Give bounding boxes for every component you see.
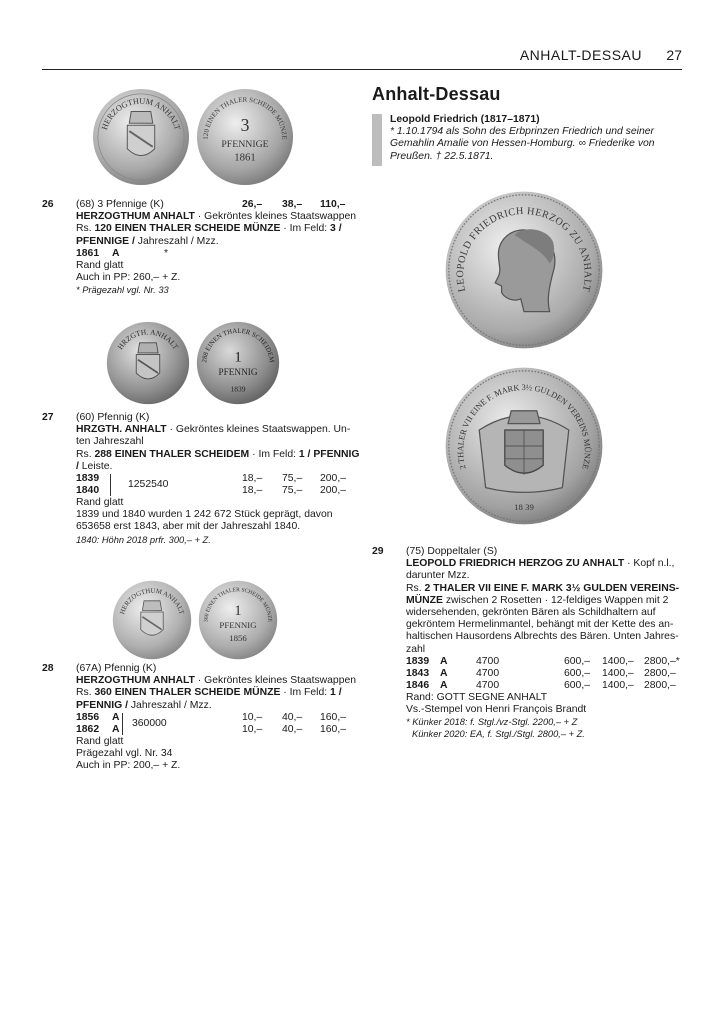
svg-text:1: 1 — [234, 349, 242, 366]
legend: PFENNIGE / — [76, 235, 135, 247]
coin-26-obverse-image — [92, 88, 190, 186]
mintage: 360000 — [132, 717, 167, 729]
price: 600,– — [564, 679, 591, 691]
description: gekröntem Hermelinmantel, behängt mit der Kette des an- — [406, 619, 674, 631]
price: 1400,– — [602, 667, 634, 679]
remark: 1839 und 1840 wurden 1 242 672 Stück geprägt, davon — [76, 509, 333, 521]
entry-header: (68) 3 Pfennige (K) — [76, 199, 164, 210]
coin-29-reverse-image — [444, 366, 604, 526]
year: 1839 — [406, 655, 430, 667]
year: 1856 — [76, 711, 100, 723]
svg-text:PFENNIG: PFENNIG — [218, 366, 258, 377]
coin-29-obverse-image — [444, 190, 604, 350]
price: 75,– — [282, 473, 303, 485]
legend: 120 EINEN THALER SCHEIDE MÜNZE — [94, 223, 281, 235]
price: 160,– — [320, 711, 347, 723]
remark: 653658 erst 1843, aber mit der Jahreszahl 1840. — [76, 521, 301, 533]
entry-header: (67A) Pfennig (K) — [76, 663, 157, 674]
description: · Im Feld: — [249, 448, 299, 460]
svg-text:2 THALER VII EINE F. MARK 3½ G: 2 THALER VII EINE F. MARK 3½ GULDEN VEREINS MÜNZE — [456, 383, 592, 471]
ruler-bio: Preußen. † 22.5.1871. — [390, 150, 494, 162]
rs-label: Rs. — [76, 448, 95, 460]
price: 75,– — [282, 485, 303, 497]
coin-28-reverse — [198, 580, 278, 660]
description: widersehenden, gekrönten Bären als Schildhaltern auf — [406, 607, 656, 619]
svg-text:HERZOGTHUM ANHALT: HERZOGTHUM ANHALT — [100, 96, 182, 132]
description: haltischen Hausordens Albrechts des Bären. Unten Jahres- — [406, 631, 679, 643]
page-number: 27 — [666, 47, 682, 63]
rs-label: Rs. — [76, 687, 95, 699]
description: · Gekröntes kleines Staatswappen — [194, 675, 357, 687]
coin-29-obverse — [444, 190, 604, 350]
mint-mark: A — [440, 679, 448, 691]
price-vz: 38,– — [282, 199, 303, 210]
svg-text:288 EINEN THALER SCHEIDEM: 288 EINEN THALER SCHEIDEM — [201, 327, 275, 364]
description: darunter Mzz. — [406, 570, 470, 582]
price: 600,– — [564, 667, 591, 679]
edge: Rand glatt — [76, 497, 124, 509]
proof-price: Auch in PP: 200,– + Z. — [76, 760, 181, 772]
coin-29-reverse — [444, 366, 604, 526]
year: 1840 — [76, 485, 100, 497]
legend: HRZGTH. ANHALT — [76, 424, 167, 436]
entry-number: 26 — [42, 199, 54, 210]
price: 200,– — [320, 485, 347, 497]
footnote: Künker 2020: EA, f. Stgl./Stgl. 2800,– + Z. — [412, 729, 585, 740]
entry-header: (60) Pfennig (K) — [76, 412, 150, 423]
description: ten Jahreszahl — [76, 436, 144, 448]
price: 18,– — [242, 473, 263, 485]
brace — [122, 713, 126, 735]
price: 2800,–* — [644, 655, 680, 667]
footnote: 1840: Höhn 2018 prfr. 300,– + Z. — [76, 534, 211, 545]
price: 1400,– — [602, 679, 634, 691]
year: 1846 — [406, 679, 430, 691]
entry-header: (75) Doppeltaler (S) — [406, 546, 498, 557]
price: 2800,– — [644, 667, 676, 679]
price: 600,– — [564, 655, 591, 667]
legend: 360 EINEN THALER SCHEIDE MÜNZE — [94, 687, 281, 699]
footnote: * Künker 2018: f. Stgl./vz-Stgl. 2200,– + Z — [406, 717, 578, 728]
mintage: 4700 — [476, 655, 500, 667]
price: 10,– — [242, 711, 263, 723]
year-table — [76, 712, 352, 736]
svg-text:HERZOGTHUM ANHALT: HERZOGTHUM ANHALT — [119, 587, 185, 616]
rs-label: Rs. — [406, 582, 425, 594]
svg-text:1839: 1839 — [230, 384, 246, 394]
legend: HERZOGTHUM ANHALT — [76, 675, 195, 687]
mint-mark: A — [440, 655, 448, 667]
edge: Rand: GOTT SEGNE ANHALT — [406, 691, 548, 703]
star-note: * — [164, 247, 169, 259]
coin-28-reverse-image — [198, 580, 278, 660]
coin-pair-27 — [106, 321, 280, 405]
svg-text:3: 3 — [240, 115, 250, 136]
price-ss: 26,– — [242, 199, 263, 210]
ruler-name: Leopold Friedrich (1817–1871) — [390, 114, 540, 125]
price: 1400,– — [602, 655, 634, 667]
svg-text:1: 1 — [234, 603, 242, 620]
ruler-bar — [372, 114, 382, 166]
entry-number: 27 — [42, 412, 54, 423]
description: · Kopf n.l., — [624, 558, 675, 570]
svg-text:HRZGTH. ANHALT: HRZGTH. ANHALT — [115, 327, 181, 352]
entry-number: 29 — [372, 546, 384, 557]
price-st: 110,– — [320, 199, 346, 210]
running-header — [42, 46, 682, 70]
price: 160,– — [320, 723, 347, 735]
legend: MÜNZE — [406, 594, 443, 606]
price: 10,– — [242, 723, 263, 735]
year-table — [406, 656, 682, 692]
mintage: 1252540 — [128, 479, 169, 491]
price: 18,– — [242, 485, 263, 497]
svg-text:360 EINEN THALER SCHEIDE MÜNZE: 360 EINEN THALER SCHEIDE MÜNZE — [203, 587, 273, 623]
description: · Gekröntes kleines Staatswappen — [194, 211, 357, 223]
section-title: Anhalt-Dessau — [372, 84, 501, 104]
coin-27-reverse — [196, 321, 280, 405]
mint-mark: A — [440, 667, 448, 679]
description: · Im Feld: — [280, 223, 331, 235]
price: 2800,– — [644, 679, 676, 691]
brace — [110, 474, 116, 496]
svg-text:18 39: 18 39 — [514, 502, 534, 512]
coin-27-reverse-image — [196, 321, 280, 405]
legend: LEOPOLD FRIEDRICH HERZOG ZU ANHALT — [406, 558, 625, 570]
coin-pair-26 — [92, 88, 294, 186]
coin-28-obverse — [112, 580, 192, 660]
description: Leiste. — [78, 460, 113, 472]
legend: / — [76, 460, 79, 472]
entry-number: 28 — [42, 663, 54, 674]
svg-text:1861: 1861 — [234, 151, 256, 164]
price: 40,– — [282, 711, 303, 723]
year: 1843 — [406, 667, 430, 679]
description: zahl — [406, 643, 426, 655]
price: 40,– — [282, 723, 303, 735]
svg-text:120 EINEN THALER SCHEIDE MÜNZE: 120 EINEN THALER SCHEIDE MÜNZE — [202, 96, 288, 140]
legend: 288 EINEN THALER SCHEIDEM — [94, 448, 250, 460]
coin-26-reverse-image — [196, 88, 294, 186]
description: zwischen 2 Rosetten · 12-feldiges Wappen mit 2 — [442, 594, 669, 606]
legend: HERZOGTHUM ANHALT — [76, 211, 195, 223]
mintage-reference: Prägezahl vgl. Nr. 34 — [76, 748, 173, 760]
legend: 1 / — [330, 687, 342, 699]
svg-text:PFENNIG: PFENNIG — [219, 620, 257, 630]
year: 1862 — [76, 723, 100, 735]
coin-26-obverse — [92, 88, 190, 186]
description: · Im Feld: — [280, 687, 331, 699]
legend: 2 THALER VII EINE F. MARK 3½ GULDEN VEREINS- — [424, 582, 680, 594]
mint-mark: A — [112, 711, 120, 723]
header-title: ANHALT-DESSAU — [519, 47, 642, 63]
svg-text:PFENNIGE: PFENNIGE — [221, 138, 269, 150]
ruler-box — [372, 114, 682, 168]
year: 1861 — [76, 247, 100, 259]
proof-price: Auch in PP: 260,– + Z. — [76, 272, 181, 284]
rs-label: Rs. — [76, 223, 95, 235]
edge: Rand glatt — [76, 735, 124, 747]
year-table — [76, 473, 352, 497]
description: · Gekröntes kleines Staatswappen. Un- — [166, 424, 351, 436]
coin-pair-28 — [112, 580, 278, 660]
mint-mark: A — [112, 247, 120, 259]
coin-26-reverse — [196, 88, 294, 186]
mintage: 4700 — [476, 679, 500, 691]
mint-mark: A — [112, 723, 120, 735]
legend: PFENNIG / — [76, 699, 128, 711]
svg-text:1856: 1856 — [229, 632, 247, 643]
edge: Rand glatt — [76, 260, 124, 272]
ruler-bio: * 1.10.1794 als Sohn des Erbprinzen Friedrich und seiner — [390, 126, 654, 138]
legend: 1 / PFENNIG — [298, 448, 360, 460]
ruler-bio: Gemahlin Amalie von Hessen-Homburg. ∞ Friederike von — [390, 138, 655, 150]
price: 200,– — [320, 473, 347, 485]
legend: 3 / — [330, 223, 342, 235]
description: Jahreszahl / Mzz. — [134, 235, 219, 247]
mintage: 4700 — [476, 667, 500, 679]
year: 1839 — [76, 473, 100, 485]
coin-28-obverse-image — [112, 580, 192, 660]
svg-text:LEOPOLD FRIEDRICH HERZOG ZU AN: LEOPOLD FRIEDRICH HERZOG ZU ANHALT — [455, 205, 593, 293]
die-engraver: Vs.-Stempel von Henri François Brandt — [406, 704, 587, 716]
footnote: * Prägezahl vgl. Nr. 33 — [76, 285, 169, 296]
coin-27-obverse — [106, 321, 190, 405]
coin-27-obverse-image — [106, 321, 190, 405]
description: Jahreszahl / Mzz. — [127, 699, 212, 711]
